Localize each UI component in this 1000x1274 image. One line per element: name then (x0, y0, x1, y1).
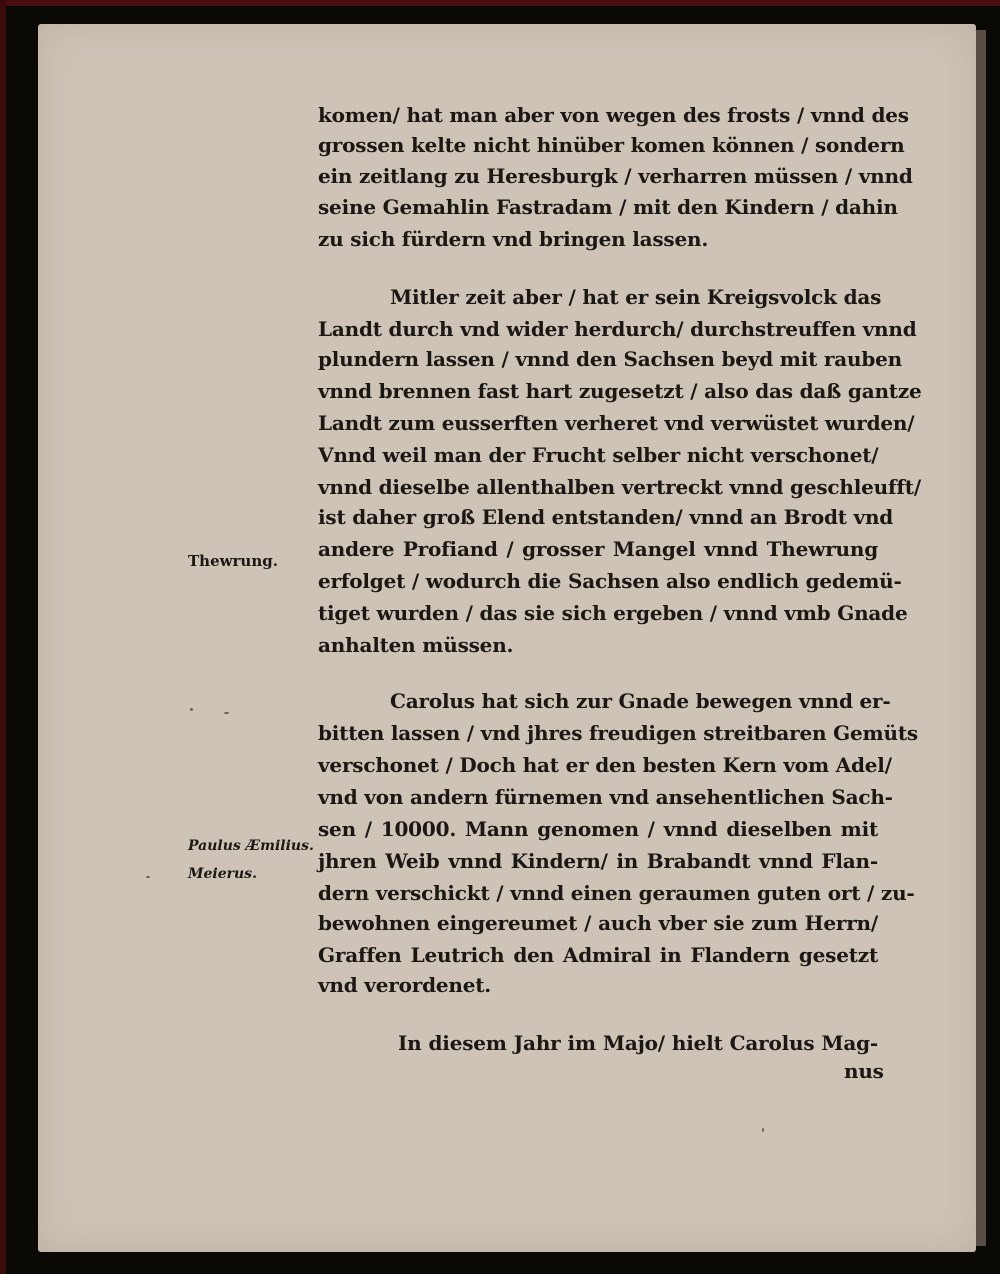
paper-speck (190, 708, 193, 711)
text-line: Vnnd weil man der Frucht selber nicht verschonet/ (318, 443, 879, 467)
text-line: vnd von andern fürnemen vnd ansehentlichen Sach- (318, 785, 893, 809)
text-line: Landt zum eusserften verheret vnd verwüstet wurden/ (318, 411, 915, 435)
text-line: erfolget / wodurch die Sachsen also endlich gedemü- (318, 569, 902, 593)
text-line: grossen kelte nicht hinüber komen können / sondern (318, 133, 905, 157)
text-line: Graffen Leutrich den Admiral in Flandern gesetzt (318, 943, 878, 967)
text-line: Landt durch vnd wider herdurch/ durchstreuffen vnnd (318, 317, 917, 341)
margin-note-paulus-aemilius: Paulus Æmilius. (188, 838, 314, 854)
margin-note-thewrung: Thewrung. (188, 552, 278, 570)
text-line-indented: Mitler zeit aber / hat er sein Kreigsvolck das (390, 285, 882, 309)
text-line-indented: In diesem Jahr im Majo/ hielt Carolus Mag- (398, 1031, 878, 1055)
scan-border-left (0, 0, 6, 1274)
margin-note-meierus: Meierus. (188, 866, 257, 882)
text-line: bitten lassen / vnd jhres freudigen streitbaren Gemüts (318, 721, 918, 745)
text-line: vnnd dieselbe allenthalben vertreckt vnnd geschleufft/ (318, 475, 921, 499)
text-line: anhalten müssen. (318, 633, 514, 657)
text-line: dern verschickt / vnnd einen geraumen guten ort / zu- (318, 881, 915, 905)
text-line: komen/ hat man aber von wegen des frosts / vnnd des (318, 103, 909, 127)
paper-speck (762, 1128, 764, 1132)
scan-border-top (0, 0, 1000, 6)
text-line: vnnd brennen fast hart zugesetzt / also das daß gantze (318, 379, 922, 403)
catchword: nus (844, 1059, 884, 1083)
paper-speck (146, 876, 150, 878)
text-line: andere Profiand / grosser Mangel vnnd Thewrung (318, 537, 878, 561)
page-edge-shadow (976, 30, 986, 1246)
text-line: zu sich fürdern vnd bringen lassen. (318, 227, 709, 251)
paper-speck (224, 712, 229, 714)
text-line: seine Gemahlin Fastradam / mit den Kindern / dahin (318, 195, 898, 219)
text-line: ein zeitlang zu Heresburgk / verharren müssen / vnnd (318, 164, 913, 188)
text-line-indented: Carolus hat sich zur Gnade bewegen vnnd er- (390, 689, 891, 713)
text-line: plundern lassen / vnnd den Sachsen beyd mit rauben (318, 347, 902, 371)
text-line: verschonet / Doch hat er den besten Kern vom Adel/ (318, 753, 892, 777)
text-line: bewohnen eingereumet / auch vber sie zum Herrn/ (318, 911, 878, 935)
text-line: sen / 10000. Mann genomen / vnnd dieselben mit (318, 817, 878, 841)
text-line: jhren Weib vnnd Kindern/ in Brabandt vnnd Flan- (318, 849, 878, 873)
text-line: tiget wurden / das sie sich ergeben / vnnd vmb Gnade (318, 601, 908, 625)
text-line: vnd verordenet. (318, 973, 492, 997)
text-line: ist daher groß Elend entstanden/ vnnd an Brodt vnd (318, 505, 894, 529)
paper-sheet (38, 24, 976, 1252)
